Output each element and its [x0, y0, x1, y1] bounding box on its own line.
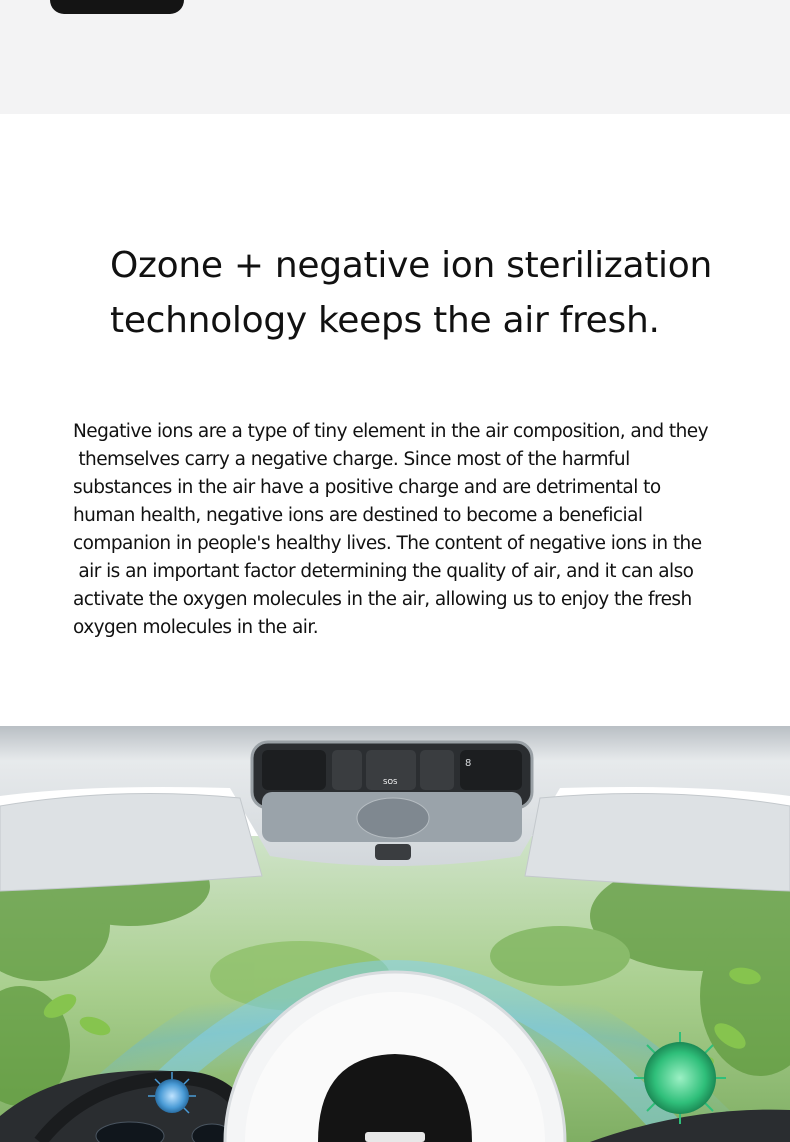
body-line-5: companion in people's healthy lives. The content of negative ions in the — [73, 533, 702, 554]
body-line-4: human health, negative ions are destined to become a beneficial — [73, 505, 643, 526]
virus-icon — [634, 1032, 726, 1124]
body-line-6: air is an important factor determining the quality of air, and it can also — [73, 561, 694, 582]
headline-line-1: Ozone + negative ion sterilization — [110, 245, 712, 286]
body-paragraph — [73, 418, 723, 642]
top-band — [0, 0, 790, 114]
body-line-1: Negative ions are a type of tiny element in the air composition, and they — [73, 421, 709, 442]
car-interior-scene — [0, 726, 790, 1142]
headline — [110, 238, 730, 348]
sun-visor-right — [525, 794, 790, 892]
headline-line-2: technology keeps the air fresh. — [110, 300, 660, 341]
body-line-3: substances in the air have a positive charge and are detrimental to — [73, 477, 661, 498]
device-bottom-edge — [50, 0, 184, 14]
body-line-8: oxygen molecules in the air. — [73, 617, 319, 638]
sun-visor-left — [0, 794, 262, 892]
info-section — [0, 114, 790, 726]
scene-illustration — [0, 726, 790, 1142]
body-line-2: themselves carry a negative charge. Since most of the harmful — [73, 449, 630, 470]
sos-label: SOS — [383, 778, 398, 786]
body-line-7: activate the oxygen molecules in the air, allowing us to enjoy the fresh — [73, 589, 692, 610]
console-button-number: 8 — [465, 758, 472, 769]
